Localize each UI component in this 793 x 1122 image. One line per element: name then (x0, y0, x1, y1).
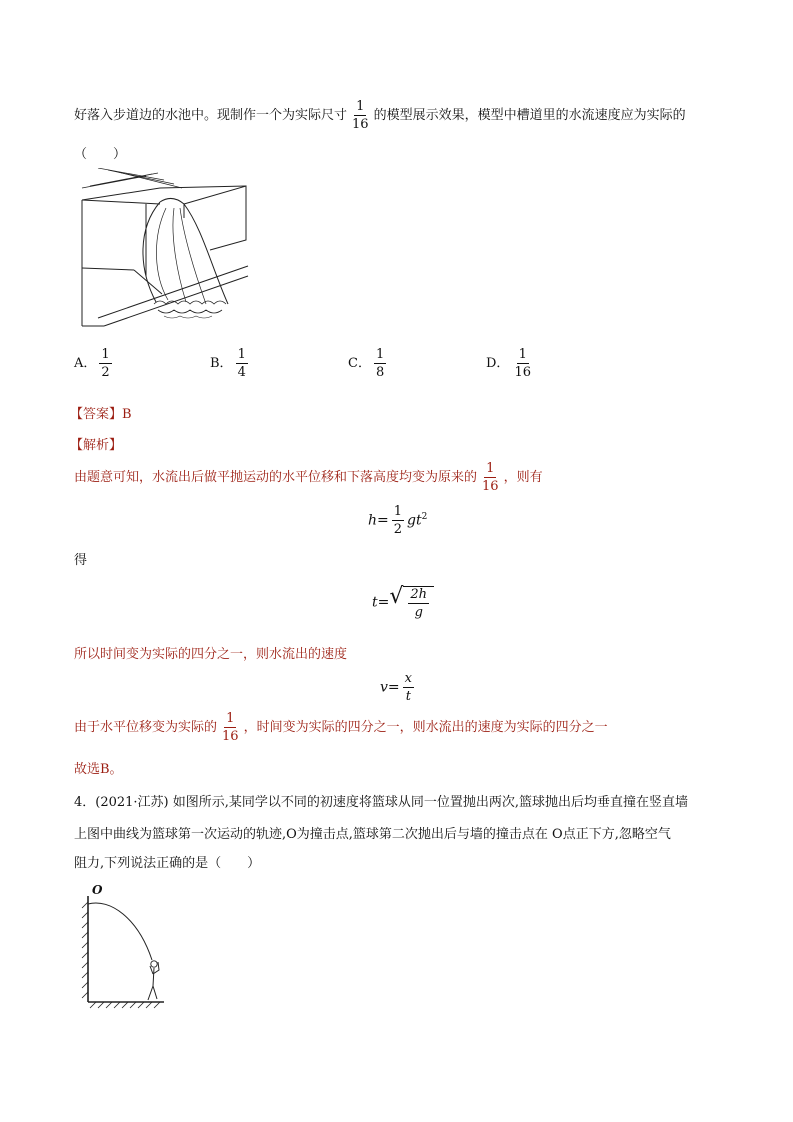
option-d-fraction: $\frac{1}{16}$ (514, 347, 531, 380)
q4-line1: 4．(2021·江苏) 如图所示,某同学以不同的初速度将篮球从同一位置抛出两次,篮球抛出后均垂直撞在竖直墙 (74, 795, 689, 810)
option-c-fraction: $\frac{1}{8}$ (375, 347, 385, 380)
formula-h: h= $\frac{1}{2}$ $gt^2$ (368, 504, 428, 537)
q3-stem-text-a: 好落入步道边的水池中。现制作一个为实际尺寸 (74, 108, 348, 123)
option-d[interactable]: D． $\frac{1}{16}$ (486, 347, 531, 380)
basketball-wall-figure (80, 878, 170, 1010)
point-o-label: O (92, 883, 103, 897)
q4-line3: 阻力,下列说法正确的是（ ） (74, 856, 261, 871)
option-a[interactable]: A． $\frac{1}{2}$ (74, 347, 110, 380)
q4-line2: 上图中曲线为篮球第一次运动的轨迹,O为撞击点,篮球第二次抛出后与墙的撞击点在 O点正下方,忽略空气 (74, 827, 671, 842)
option-c[interactable]: C． $\frac{1}{8}$ (348, 347, 385, 380)
q3-answer-blank: （ ） (74, 147, 127, 162)
analysis-fraction-3: $\frac{1}{16}$ (222, 711, 239, 744)
de-text: 得 (74, 553, 88, 568)
conclusion: 故选B。 (74, 762, 123, 777)
waterfall-figure (78, 168, 250, 328)
formula-t: t= √ $\frac{2h}{g}$ (372, 586, 434, 619)
option-b[interactable]: B． $\frac{1}{4}$ (210, 347, 246, 380)
option-a-fraction: $\frac{1}{2}$ (101, 347, 110, 380)
analysis-fraction-1: $\frac{1}{16}$ (482, 461, 499, 494)
analysis-line3: 由于水平位移变为实际的 $\frac{1}{16}$ ，时间变为实际的四分之一，则水流出的速度为实际的四分之一 (74, 711, 608, 744)
option-b-fraction: $\frac{1}{4}$ (237, 347, 246, 380)
analysis-line1: 由题意可知，水流出后做平抛运动的水平位移和下落高度均变为原来的 $\frac{1}{16}$ ，则有 (74, 461, 543, 494)
sqrt-symbol: √ $\frac{2h}{g}$ (389, 586, 434, 619)
answer-tag: 【答案】 (70, 407, 123, 422)
q3-stem-line1 (74, 100, 686, 131)
q3-stem-text-b: 的模型展示效果，模型中槽道里的水流速度应为实际的 (373, 108, 686, 123)
analysis-tag: 【解析】 (70, 438, 123, 453)
q3-stem-fraction: $\frac{1}{16}$ (352, 99, 369, 132)
answer-line (70, 403, 132, 422)
analysis-line2: 所以时间变为实际的四分之一，则水流出的速度 (74, 647, 348, 662)
answer-value: B (122, 407, 132, 422)
formula-v: v= $\frac{x}{t}$ (380, 671, 412, 704)
